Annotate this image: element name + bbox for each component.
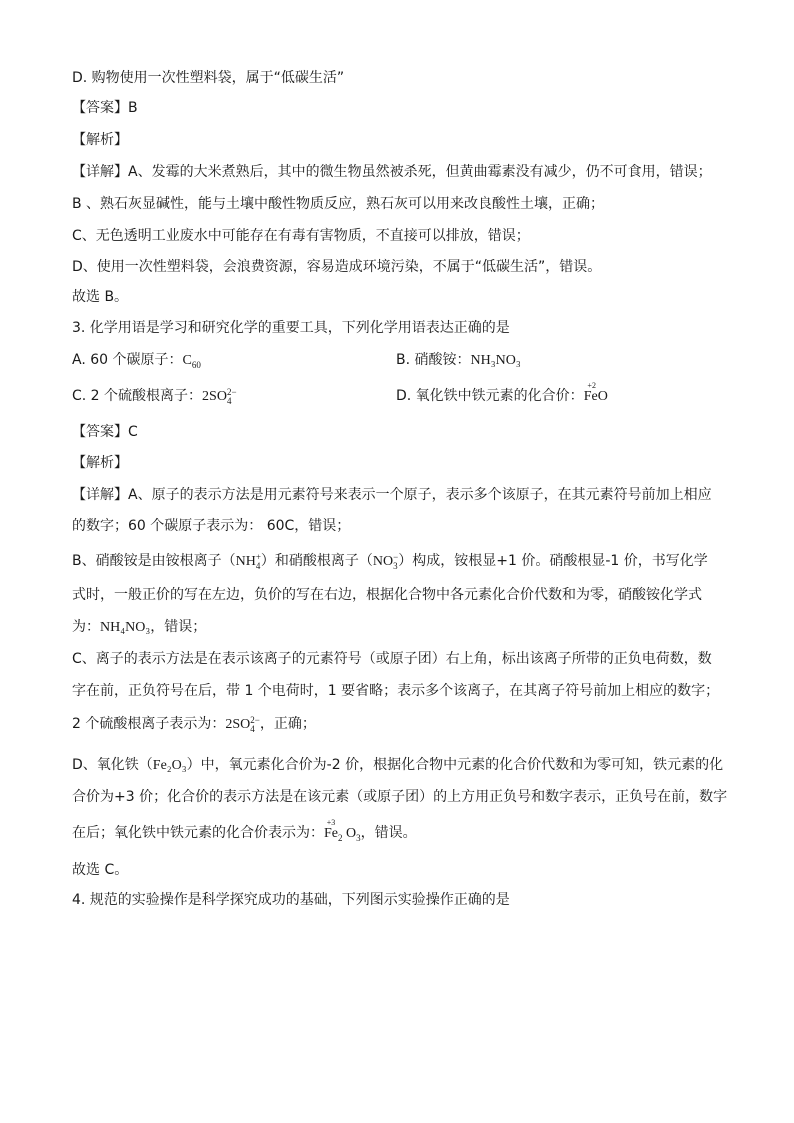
detail-text: ）和硝酸根离子（ — [260, 553, 373, 569]
formula-subscript: 4 — [250, 723, 255, 734]
option-formula — [202, 386, 237, 406]
answer-value: B — [128, 100, 138, 116]
q3-detail-c-line3 — [72, 714, 722, 735]
formula-superscript: 2− — [226, 386, 237, 397]
q3-analysis-tag: 【解析】 — [72, 455, 128, 471]
formula-text: NH — [235, 554, 256, 569]
formula-subscript: 3 — [393, 560, 398, 571]
q2-answer — [72, 98, 722, 118]
option-label: C. 2 个硫酸根离子： — [72, 388, 203, 404]
q3-option-d — [396, 381, 608, 407]
detail-text: A、原子的表示方法是用元素符号来表示一个原子，表示多个该原子，在其元素符号前加上相应 — [128, 487, 712, 503]
formula-text: NO — [372, 554, 394, 569]
formula-text: 2SO — [225, 717, 251, 732]
formula-text: Fe₂O₃ — [152, 758, 187, 773]
detail-text: ）中，氧元素化合价为-2 价，根据化合物中元素的化合价代数和为零可知，铁元素的化 — [186, 757, 724, 773]
formula-superscript: − — [393, 551, 399, 562]
q2-detail-b: B 、熟石灰显碱性，能与土壤中酸性物质反应，熟石灰可以用来改良酸性土壤，正确； — [72, 196, 605, 212]
formula-subscript: 4 — [255, 560, 261, 571]
q3-detail-d-line2: 合价为+3 价；化合价的表示方法是在该元素（或原子团）的上方用正负号和数字表示，正负号在前，数字 — [72, 789, 728, 805]
option-label: A. 60 个碳原子： — [72, 352, 183, 368]
option-formula — [583, 381, 608, 407]
ammonium-ion — [235, 551, 261, 571]
q3-detail-c-line2: 字在前，正负符号在后，带 1 个电荷时，1 要省略；表示多个该离子，在其离子符号前加上相应的数字； — [72, 683, 720, 699]
answer-tag: 【答案】 — [72, 424, 128, 440]
option-formula: NH₃NO₃ — [470, 353, 521, 368]
q3-detail-a-line2: 的数字；60 个碳原子表示为： 60C，错误； — [72, 518, 351, 534]
detail-text: 2 个硫酸根离子表示为： — [72, 716, 226, 732]
detail-text: 在后；氧化铁中铁元素的化合价表示为： — [72, 825, 324, 841]
ferric-oxide-valence — [324, 818, 361, 844]
nitrate-ion — [372, 551, 399, 571]
q4-stem: 4. 规范的实验操作是科学探究成功的基础，下列图示实验操作正确的是 — [72, 892, 510, 908]
detail-text: ，错误。 — [360, 825, 417, 841]
answer-tag: 【答案】 — [72, 100, 128, 116]
q3-answer — [72, 422, 722, 442]
q3-stem: 3. 化学用语是学习和研究化学的重要工具，下列化学用语表达正确的是 — [72, 320, 510, 336]
q3-detail-b-line2: 式时，一般正价的写在左边，负价的写在右边，根据化合物中各元素化合价代数和为零，硝酸铵化学式 — [72, 587, 702, 603]
formula-text: NH₄NO₃ — [100, 620, 151, 635]
option-formula — [183, 353, 201, 368]
q3-option-a — [72, 350, 201, 371]
q2-option-d: D. 购物使用一次性塑料袋，属于“低碳生活” — [72, 70, 345, 86]
formula-text: Fe — [324, 826, 338, 841]
q3-detail-d-line3 — [72, 818, 722, 844]
q3-option-c — [72, 386, 237, 407]
detail-text: 为： — [72, 619, 100, 635]
formula-subscript: 2 — [338, 832, 343, 843]
q3-option-b — [396, 350, 521, 371]
q3-detail-b-line1 — [72, 551, 722, 572]
q2-analysis-tag: 【解析】 — [72, 132, 128, 148]
detail-tag: 【详解】 — [72, 487, 128, 503]
detail-text: A、发霉的大米煮熟后，其中的微生物虽然被杀死，但黄曲霉素没有减少，仍不可食用，错误； — [128, 164, 712, 180]
detail-text: ，正确； — [259, 716, 316, 732]
q2-conclusion: 故选 B。 — [72, 289, 129, 305]
q3-detail-c-line1: C、离子的表示方法是在表示该离子的元素符号（或原子团）右上角，标出该离子所带的正负电荷数，数 — [72, 651, 712, 667]
q2-detail-d: D、使用一次性塑料袋，会浪费资源，容易造成环境污染，不属于“低碳生活”，错误。 — [72, 259, 602, 275]
formula-superscript: + — [255, 551, 261, 562]
detail-text: D、氧化铁（ — [72, 757, 153, 773]
formula-text: FeO — [583, 389, 608, 404]
option-label: B. 硝酸铵： — [396, 352, 471, 368]
formula-text: O — [346, 826, 357, 841]
sulfate-ion — [225, 714, 260, 734]
option-label: D. 氧化铁中铁元素的化合价： — [396, 388, 584, 404]
valence-mark: +2 — [587, 381, 596, 390]
detail-tag: 【详解】 — [72, 164, 128, 180]
q2-detail-a — [72, 162, 722, 182]
valence-mark: +3 — [326, 818, 336, 827]
detail-text: B、硝酸铵是由铵根离子（ — [72, 553, 236, 569]
formula-superscript: 2− — [250, 714, 260, 725]
formula-subscript: 3 — [356, 832, 361, 843]
answer-value: C — [128, 424, 138, 440]
formula-text: 2SO — [202, 389, 227, 404]
q3-detail-b-line3 — [72, 617, 722, 638]
q2-detail-c: C、无色透明工业废水中可能存在有毒有害物质，不直接可以排放，错误； — [72, 228, 530, 244]
detail-text: ，错误； — [150, 619, 207, 635]
formula-subscript: 60 — [191, 359, 201, 370]
q3-conclusion: 故选 C。 — [72, 862, 129, 878]
q3-detail-d-line1 — [72, 755, 722, 776]
formula-subscript: 4 — [226, 395, 232, 406]
q3-detail-a-line1 — [72, 485, 722, 505]
detail-text: ）构成，铵根显+1 价。硝酸根显-1 价，书写化学 — [398, 553, 708, 569]
formula-text: C — [182, 353, 192, 368]
